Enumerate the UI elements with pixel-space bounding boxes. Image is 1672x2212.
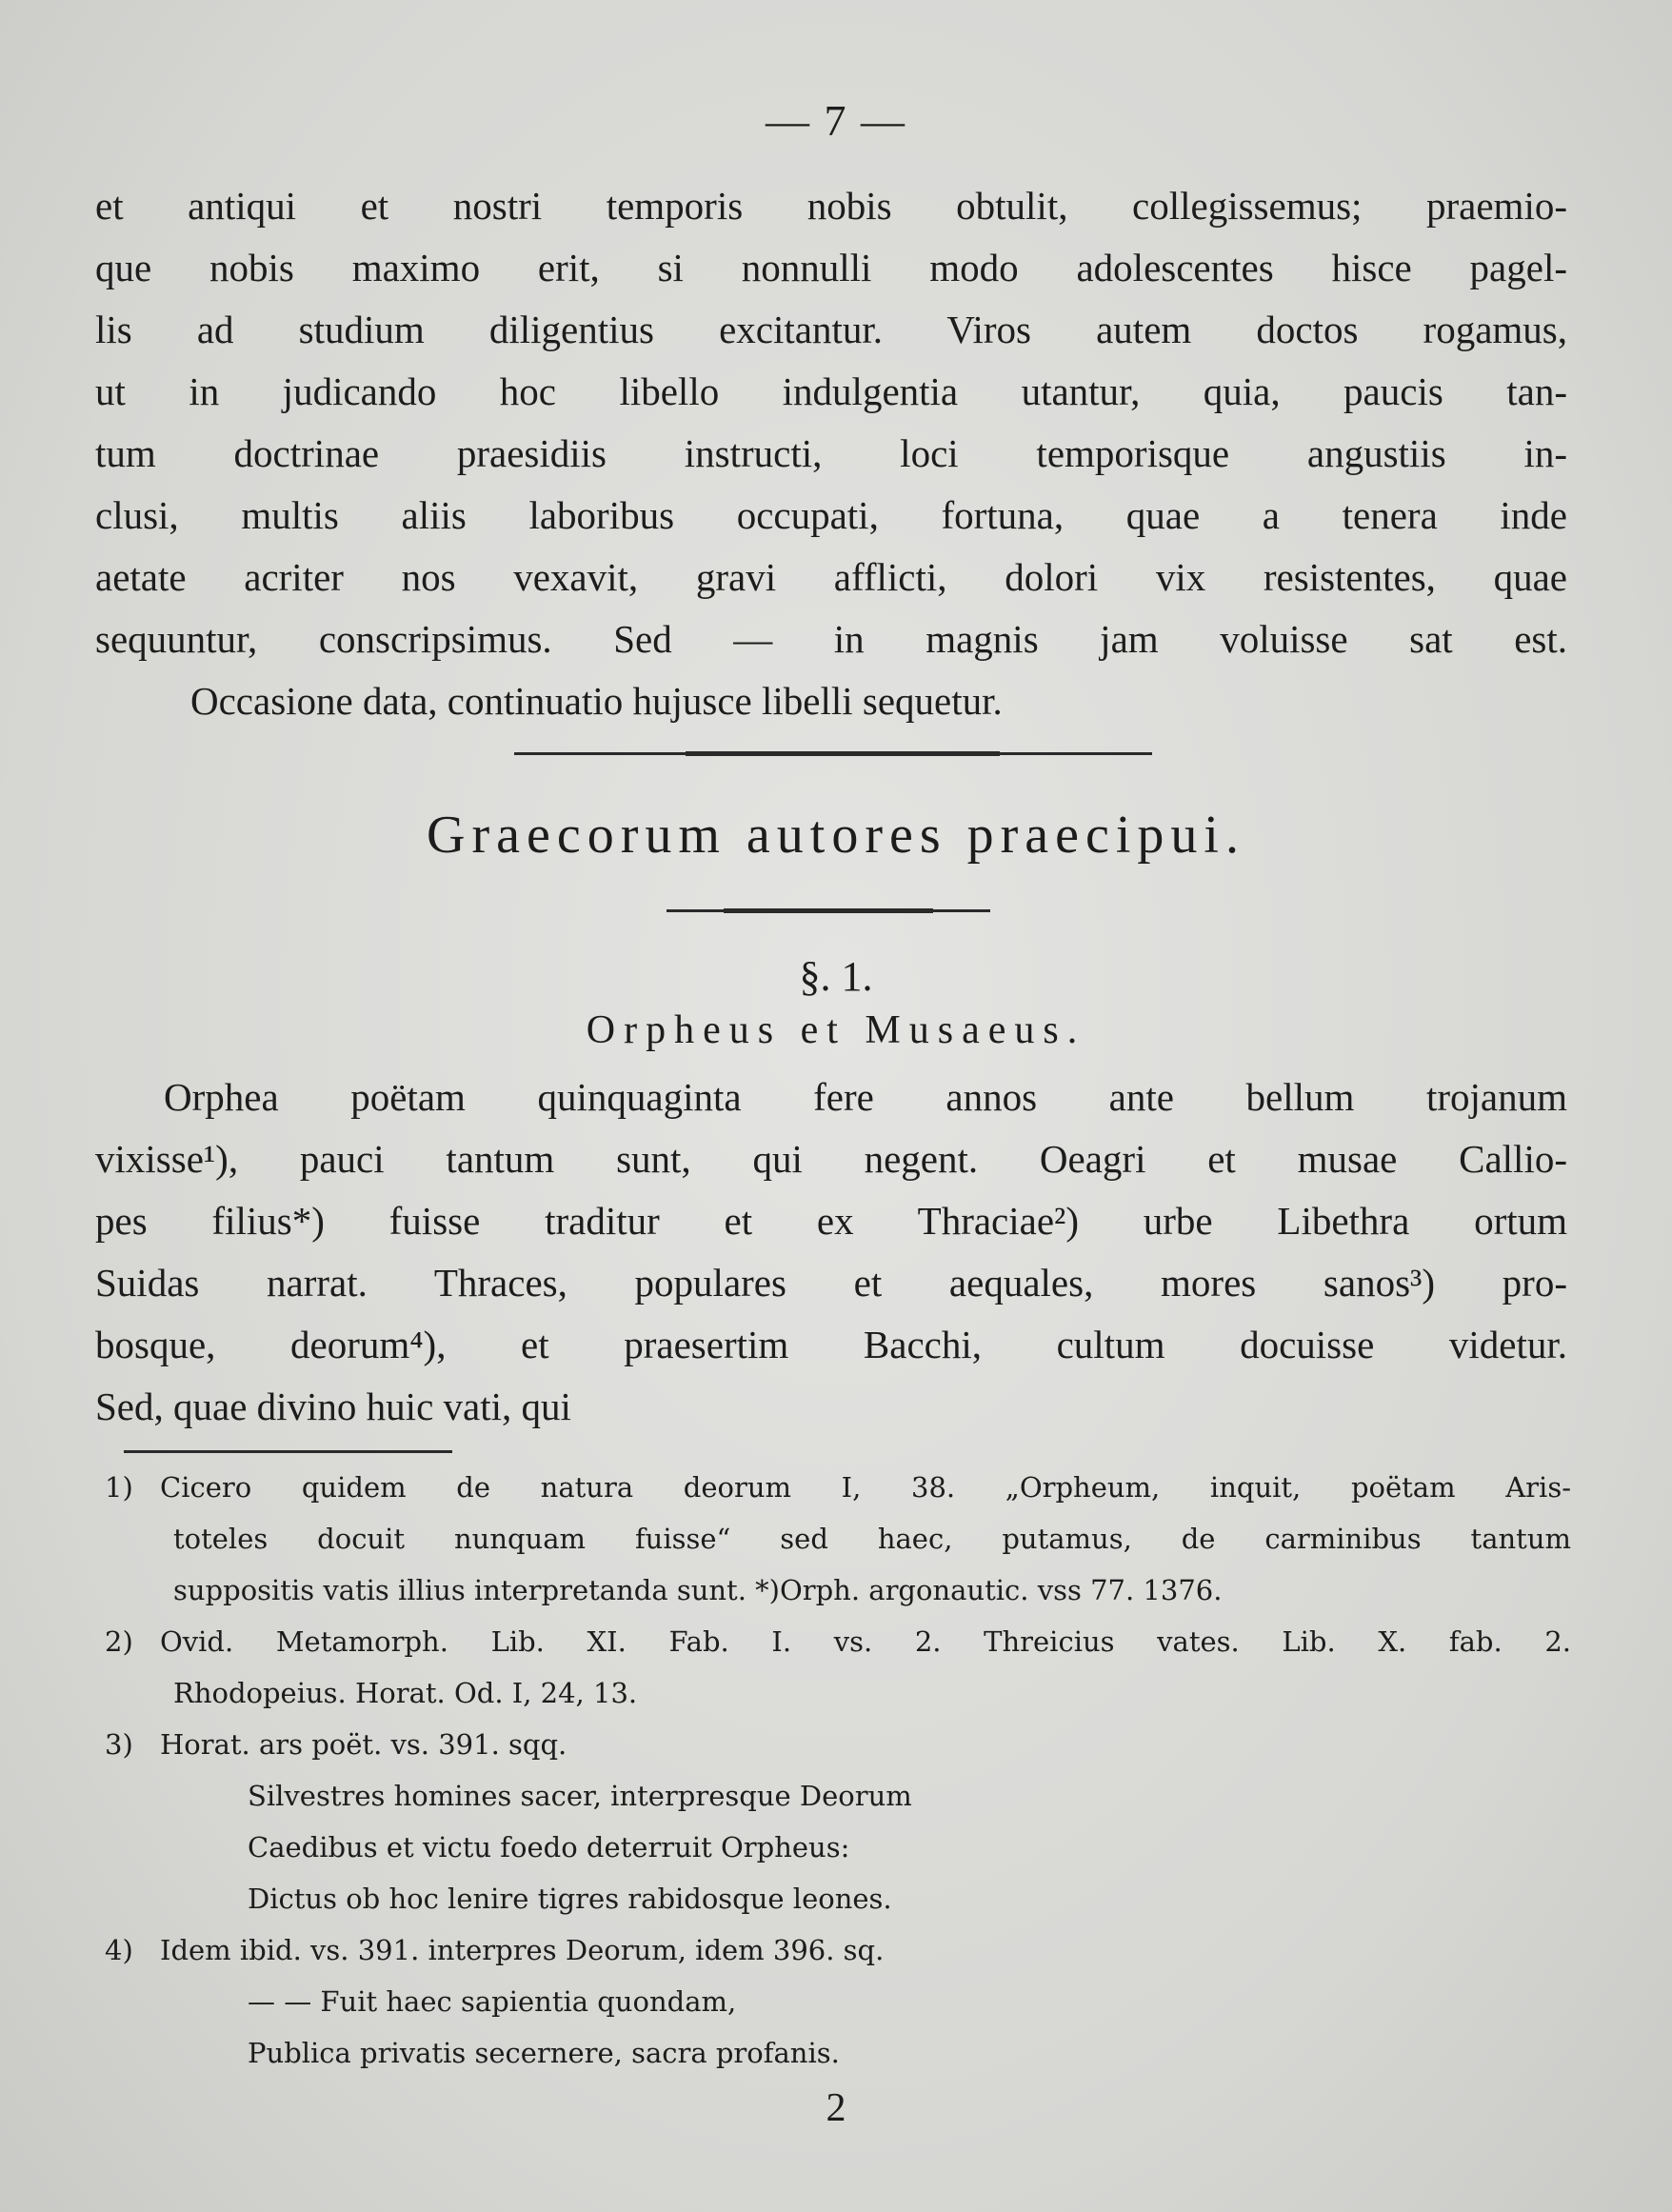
footnote-number: 2) <box>105 1625 133 1658</box>
section-divider-accent <box>686 751 1000 756</box>
footnotes <box>105 1462 1571 2079</box>
text-line: lis ad studium diligentius excitantur. Viros autem doctos rogamus, <box>95 308 1567 351</box>
footnote-separator <box>124 1450 452 1453</box>
text-line: vixisse¹), pauci tantum sunt, qui negent. Oeagri et musae Callio- <box>95 1137 1567 1181</box>
footnote-3-line: 3) Horat. ars poët. vs. 391. sqq. <box>105 1719 1571 1770</box>
footnote-number: 3) <box>105 1728 133 1761</box>
intro-paragraph <box>95 175 1567 732</box>
footnote-1-line: suppositis vatis illius interpretanda sunt. *)Orph. argonautic. vss 77. 1376. <box>173 1574 1223 1606</box>
footnote-2-line: Rhodopeius. Horat. Od. I, 24, 13. <box>173 1677 638 1709</box>
title-underline-accent <box>724 908 933 913</box>
footnote-2-line: 2) Ovid. Metamorph. Lib. XI. Fab. I. vs. 2. Threicius vates. Lib. X. fab. 2. <box>105 1616 1571 1667</box>
text-line: Sed, quae divino huic vati, qui <box>95 1385 571 1428</box>
text-line: Suidas narrat. Thraces, populares et aequales, mores sanos³) pro- <box>95 1261 1567 1305</box>
footnote-3-verse: Caedibus et victu foedo deterruit Orpheus: <box>248 1831 850 1863</box>
text-line: aetate acriter nos vexavit, gravi afflicti, dolori vix resistentes, quae <box>95 555 1567 599</box>
footnote-1-line: toteles docuit nunquam fuisse“ sed haec, putamus, de carminibus tantum <box>173 1523 1571 1555</box>
footnote-number: 4) <box>105 1934 133 1966</box>
footnote-4-line: 4) Idem ibid. vs. 391. interpres Deorum, idem 396. sq. <box>105 1924 1571 1976</box>
text-line: et antiqui et nostri temporis nobis obtulit, collegissemus; praemio- <box>95 184 1567 228</box>
text-line: que nobis maximo erit, si nonnulli modo adolescentes hisce pagel- <box>95 246 1567 289</box>
text-line: sequuntur, conscripsimus. Sed — in magnis jam voluisse sat est. <box>95 617 1567 661</box>
footnote-3-verse: Dictus ob hoc lenire tigres rabidosque leones. <box>248 1883 892 1915</box>
signature-mark: 2 <box>826 2086 846 2130</box>
text-line: pes filius*) fuisse traditur et ex Thraciae²) urbe Libethra ortum <box>95 1199 1567 1243</box>
main-paragraph <box>95 1066 1567 1438</box>
text-line: Occasione data, continuatio hujusce libelli sequetur. <box>190 679 1003 723</box>
text-line: Orphea poëtam quinquaginta fere annos ante bellum trojanum <box>164 1075 1567 1119</box>
page-number: — 7 — <box>766 96 906 145</box>
paragraph-title: Orpheus et Musaeus. <box>586 1008 1086 1052</box>
text-line: tum doctrinae praesidiis instructi, loci temporisque angustiis in- <box>95 431 1567 475</box>
text-line: ut in judicando hoc libello indulgentia utantur, quia, paucis tan- <box>95 369 1567 413</box>
footnote-4-verse: Publica privatis secernere, sacra profanis. <box>248 2037 840 2069</box>
text-line: clusi, multis aliis laboribus occupati, fortuna, quae a tenera inde <box>95 493 1567 537</box>
text-line: bosque, deorum⁴), et praesertim Bacchi, cultum docuisse videtur. <box>95 1323 1567 1366</box>
footnote-number: 1) <box>105 1471 133 1504</box>
footnote-3-verse: Silvestres homines sacer, interpresque Deorum <box>248 1780 912 1812</box>
paragraph-mark: §. 1. <box>799 953 873 1000</box>
footnote-1-line: 1) Cicero quidem de natura deorum I, 38. „Orpheum, inquit, poëtam Aris- <box>105 1462 1571 1513</box>
section-title: Graecorum autores praecipui. <box>427 806 1245 865</box>
footnote-4-verse: — — Fuit haec sapientia quondam, <box>248 1985 737 2018</box>
